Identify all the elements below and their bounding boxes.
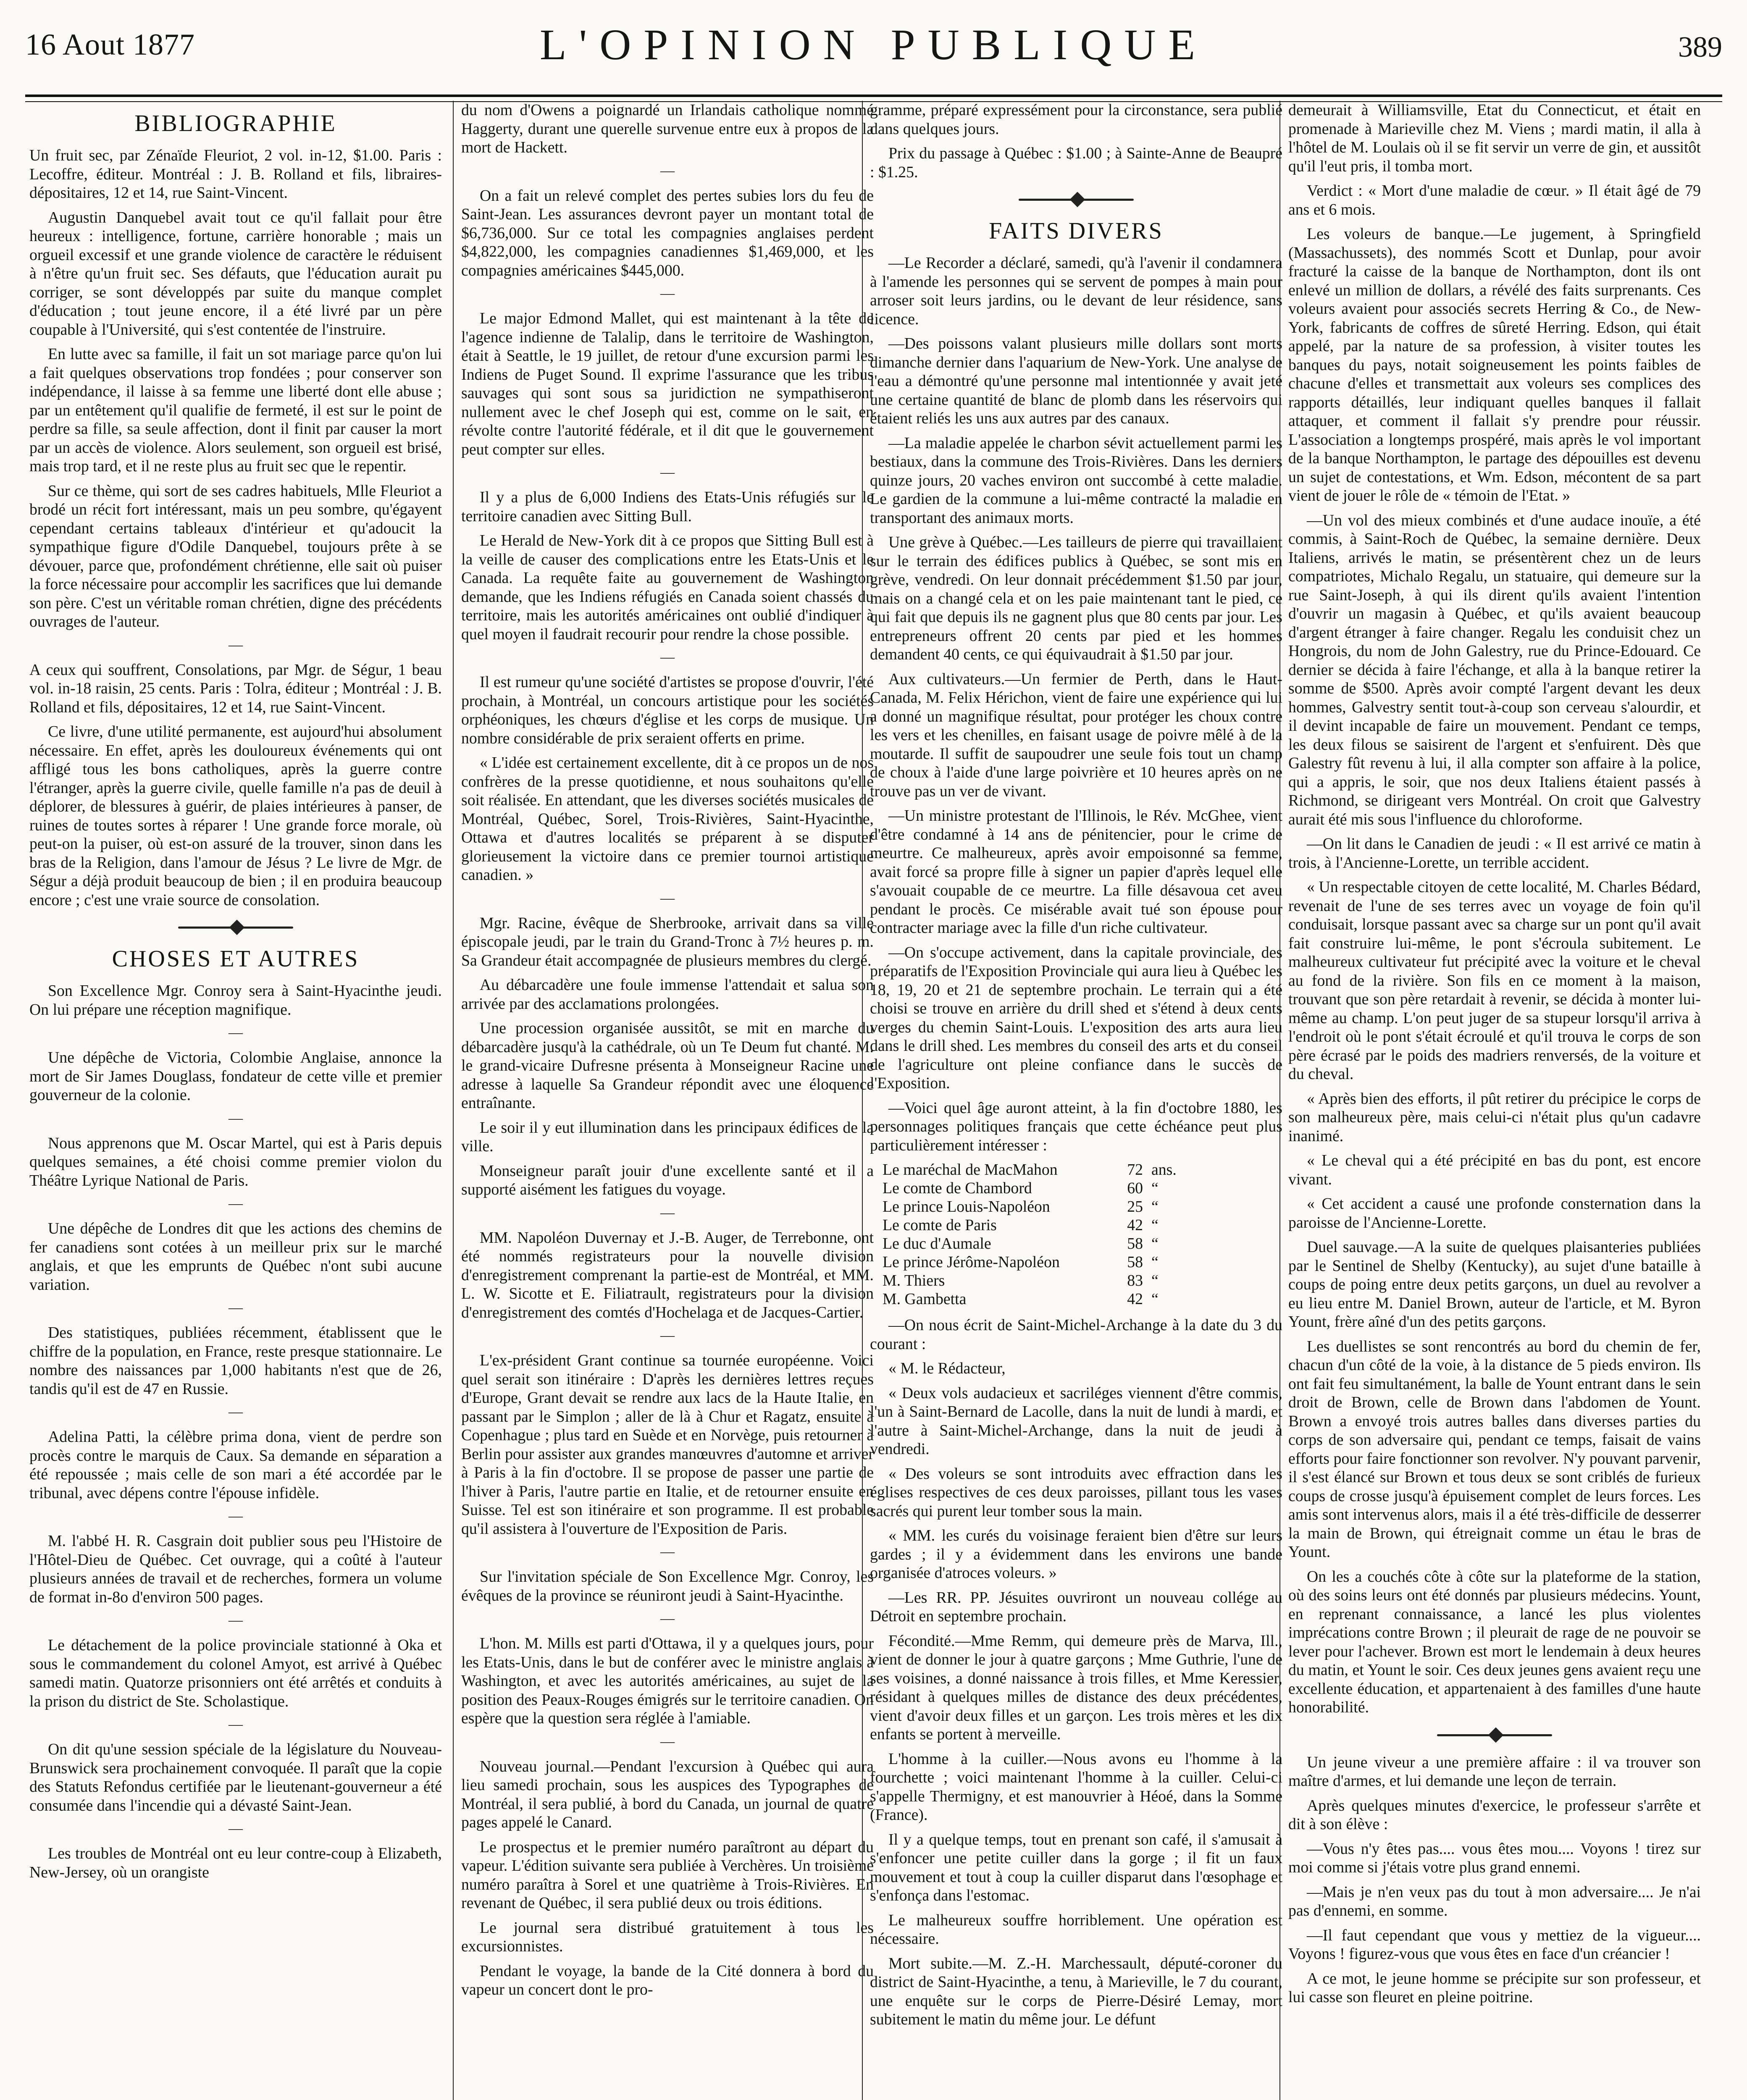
paragraph: Nouveau journal.—Pendant l'excursion à Québec qui aura lieu samedi prochain, sous les auspices des Typographes de Montréal, il sera publié, à bord du Canada, un journal de quatre pages appelé le Canard. <box>461 1757 874 1831</box>
paragraph: « Cet accident a causé une profonde consternation dans la paroisse de l'Ancienne-Lorette. <box>1288 1195 1701 1231</box>
paragraph: Duel sauvage.—A la suite de quelques plaisanteries publiées par le Sentinel de Shelby (Kentucky), au sujet d'une bataille à coups de poing entre deux petits garçons, un duel au revolver a eu lieu entre M. Daniel Brown, auteur de l'article, et M. Byron Yount, frère aîné d'un des petits garçons. <box>1288 1238 1701 1331</box>
masthead <box>25 10 1722 94</box>
ages-age: 60 <box>1127 1179 1143 1197</box>
paragraph: Verdict : « Mort d'une maladie de cœur. » Il était âgé de 79 ans et 6 mois. <box>1288 182 1701 218</box>
separator-dash: — <box>229 1821 243 1836</box>
ages-age: 58 <box>1127 1253 1143 1271</box>
paragraph: « Un respectable citoyen de cette localité, M. Charles Bédard, revenait de l'une de ses terres avec un voyage de foin qu'il conduisait, lorsque passant avec sa charge sur un pont qu'il avait fait construire lui-même, le pont s'écroula subitement. Le malheureux cultivateur fut précipité avec la voiture et le cheval au fond de la rivière. Son fils en ce moment à la maison, trouvant que son père retardait à revenir, se décida à monter lui-même au champ. L'on peut juger de sa stupeur lorsqu'il arriva à l'endroit où le pont s'était écroulé et qu'il trouva le corps de son père écrasé par le poids des madriers renversés, de la voiture et du cheval. <box>1288 878 1701 1083</box>
paragraph: Son Excellence Mgr. Conroy sera à Saint-Hyacinthe jeudi. On lui prépare une réception magnifique. <box>29 982 442 1018</box>
paragraph: —Mais je n'en veux pas du tout à mon adversaire.... Je n'ai pas d'ennemi, en somme. <box>1288 1883 1701 1919</box>
paragraph: Mgr. Racine, évêque de Sherbrooke, arrivait dans sa ville épiscopale jeudi, par le train du Grand-Tronc à 7½ heures p. m. Sa Grandeur était accompagnée de plusieurs membres du clergé. <box>461 914 874 969</box>
paragraph: Un fruit sec, par Zénaïde Fleuriot, 2 vol. in-12, $1.00. Paris : Lecoffre, éditeur. Montréal : J. B. Rolland et fils, libraires-dépositaires, 12 et 14, rue Saint-Vincent. <box>29 147 442 202</box>
separator-dash: — <box>229 1404 243 1420</box>
paragraph: —Il faut cependant que vous y mettiez de la vigueur.... Voyons ! figurez-vous que vous êtes en face d'un créancier ! <box>1288 1926 1701 1963</box>
paragraph: —Le Recorder a déclaré, samedi, qu'à l'avenir il condamnera à l'amende les personnes qui se servent de pompes à main pour arroser soit leurs jardins, ou le devant de leur résidence, sans licence. <box>870 254 1282 328</box>
ages-name: Le duc d'Aumale <box>883 1235 991 1252</box>
column-rule <box>453 101 454 2100</box>
column-2 <box>461 101 874 2100</box>
paragraph: Le prospectus et le premier numéro paraîtront au départ du vapeur. L'édition suivante sera publiée à Verchères. Un troisième numéro paraîtra à Sorel et une quatrième à Trois-Rivières. En revenant de Québec, il sera publié deux ou trois éditions. <box>461 1838 874 1912</box>
paragraph: L'ex-président Grant continue sa tournée européenne. Voici quel serait son itinéraire : D'après les dernières lettres reçues d'Europe, Grant devait se rendre aux lacs de la Haute Italie, en passant par le Simplon ; aller de là à Chur et Ragatz, ensuite à Copenhague ; plus tard en Suède et en Norvège, puis retourner à Berlin pour assister aux grandes manœuvres d'automne et arriver à Paris à la fin d'octobre. Il se propose de passer une partie de l'hiver à Paris, l'autre partie en Italie, et de retourner ensuite en Suisse. Tel est son itinéraire et son programme. Il est probable qu'il assistera à l'ouverture de l'Exposition de Paris. <box>461 1352 874 1538</box>
paragraph: « Après bien des efforts, il pût retirer du précipice le corps de son malheureux père, mais celui-ci n'était plus qu'un cadavre inanimé. <box>1288 1089 1701 1145</box>
separator-dash: — <box>660 1328 675 1343</box>
ornamental-separator <box>1288 1729 1701 1741</box>
ages-unit: “ <box>1151 1198 1159 1215</box>
separator-dash: — <box>660 1205 675 1221</box>
paragraph: gramme, préparé expressément pour la circonstance, sera publié dans quelques jours. <box>870 101 1282 138</box>
paragraph: Prix du passage à Québec : $1.00 ; à Sainte-Anne de Beaupré : $1.25. <box>870 144 1282 181</box>
separator-dash: — <box>229 1508 243 1524</box>
paragraph: Monseigneur paraît jouir d'une excellente santé et il a supporté aisément les fatigues du voyage. <box>461 1162 874 1198</box>
paragraph: —Vous n'y êtes pas.... vous êtes mou.... Voyons ! tirez sur moi comme si j'étais votre plus grand ennemi. <box>1288 1840 1701 1876</box>
page-number: 389 <box>1678 31 1722 63</box>
paragraph: Une procession organisée aussitôt, se mit en marche du débarcadère jusqu'à la cathédrale, où un Te Deum fut chanté. M. le grand-vicaire Dufresne présenta à Monseigneur Racine une adresse à laquelle Sa Grandeur répondit avec une éloquence entraînante. <box>461 1019 874 1112</box>
paragraph: Le journal sera distribué gratuitement à tous les excursionnistes. <box>461 1919 874 1955</box>
ages-name: M. Thiers <box>883 1272 945 1289</box>
paragraph: Le Herald de New-York dit à ce propos que Sitting Bull est à la veille de causer des complications entre les Etats-Unis et le Canada. La requête faite au gouvernement de Washington demande, que les Indiens réfugiés en Canada soient chassés du territoire, mais les autorités américaines ont oublié d'indiquer à quel moyen il faudrait recourir pour rendre la chose possible. <box>461 532 874 643</box>
paragraph: —Des poissons valant plusieurs mille dollars sont morts dimanche dernier dans l'aquarium de New-York. Une analyse de l'eau a démontré qu'une personne mal intentionnée y avait jeté une certaine quantité de blanc de plomb dans les réservoirs qui étaient reliés les uns aux autres par des canaux. <box>870 335 1282 427</box>
paragraph: Les troubles de Montréal ont eu leur contre-coup à Elizabeth, New-Jersey, où un orangiste <box>29 1845 442 1881</box>
ages-age: 42 <box>1127 1216 1143 1234</box>
paragraph: Un jeune viveur a une première affaire : il va trouver son maître d'armes, et lui demande une leçon de terrain. <box>1288 1753 1701 1790</box>
paragraph: A ce mot, le jeune homme se précipite sur son professeur, et lui casse son fleuret en pleine poitrine. <box>1288 1969 1701 2006</box>
paragraph: Des statistiques, publiées récemment, établissent que le chiffre de la population, en France, reste presque stationnaire. Le nombre des naissances par 1,000 habitants n'est que de 26, tandis qu'il est de 47 en Russie. <box>29 1324 442 1398</box>
ages-age: 72 <box>1127 1161 1143 1179</box>
paragraph: Il y a quelque temps, tout en prenant son café, il s'amusait à s'enfoncer une petite cuiller dans la gorge ; il fit un faux mouvement et tout à coup la cuiller disparut dans l'œsophage et s'enfonça dans l'estomac. <box>870 1830 1282 1904</box>
ages-table-row <box>883 1234 1193 1253</box>
paragraph: Fécondité.—Mme Remm, qui demeure près de Marva, Ill., vient de donner le jour à quatre garçons ; Mme Guthrie, l'une de ses voisines, a donné naissance à trois filles, et Mme Keressier, résidant à quelques milles de distance des deux précédentes, vient d'avoir deux filles et un garçon. Les trois mères et les dix enfants se portent à merveille. <box>870 1632 1282 1743</box>
ages-age: 83 <box>1127 1272 1143 1289</box>
separator-dash: — <box>229 1196 243 1211</box>
paragraph: Aux cultivateurs.—Un fermier de Perth, dans le Haut-Canada, M. Felix Hérichon, vient de faire une expérience qui lui a donné un magnifique résultat, pour protéger les choux contre les vers et les chenilles, en faisant usage de poivre mêlé à de la moutarde. Il suffit de saupoudrer une seule fois tout un champ de choux à l'aide d'une large poivrière et 10 heures après on ne trouve pas un ver de vivant. <box>870 670 1282 800</box>
paragraph: —La maladie appelée le charbon sévit actuellement parmi les bestiaux, dans la commune des Trois-Rivières. Dans les derniers quinze jours, 20 vaches environ ont succombé à cette maladie. Le gardien de la commune a lui-même contracté la maladie en transportant des animaux morts. <box>870 434 1282 527</box>
paragraph: —On nous écrit de Saint-Michel-Archange à la date du 3 du courant : <box>870 1316 1282 1353</box>
ages-unit: “ <box>1151 1253 1159 1271</box>
paragraph: « Deux vols audacieux et sacriléges viennent d'être commis, l'un à Saint-Bernard de Lacolle, dans la nuit de lundi à mardi, et l'autre à Saint-Michel-Archange, dans la nuit de jeudi à vendredi. <box>870 1384 1282 1458</box>
paragraph: MM. Napoléon Duvernay et J.-B. Auger, de Terrebonne, ont été nommés registrateurs pour la nouvelle division d'enregistrement comprenant la partie-est de Montréal, et MM. L. W. Sicotte et E. Filiatrault, registrateurs pour la division d'enregistrement des comtés d'Hochelaga et de Jacques-Cartier. <box>461 1228 874 1321</box>
paragraph: Sur l'invitation spéciale de Son Excellence Mgr. Conroy, les évêques de la province se réuniront jeudi à Saint-Hyacinthe. <box>461 1568 874 1604</box>
paragraph: Le major Edmond Mallet, qui est maintenant à la tête de l'agence indienne de Talalip, dans le territoire de Washington, était à Seattle, le 19 juillet, de retour d'une excursion parmi les Indiens de Puget Sound. Il exprime l'assurance que les tribus sauvages qui sont sous sa juridiction ne sympathiseront nullement avec le chef Joseph qui est, comme on le sait, en révolte contre l'autorité fédérale, et il dit que le gouvernement peut compter sur elles. <box>461 310 874 458</box>
ages-age: 58 <box>1127 1235 1143 1252</box>
ages-table-row <box>883 1271 1193 1290</box>
separator-dash: — <box>660 1544 675 1559</box>
separator-dash: — <box>229 1300 243 1315</box>
ornamental-separator <box>870 193 1282 206</box>
separator-dash: — <box>660 1733 675 1749</box>
separator-dash: — <box>229 637 243 653</box>
paragraph: —On lit dans le Canadien de jeudi : « Il est arrivé ce matin à trois, à l'Ancienne-Lorette, un terrible accident. <box>1288 835 1701 872</box>
paragraph: —Les RR. PP. Jésuites ouvriront un nouveau collége au Détroit en septembre prochain. <box>870 1588 1282 1625</box>
ages-name: Le comte de Paris <box>883 1216 997 1234</box>
paragraph: Sur ce thème, qui sort de ses cadres habituels, Mlle Fleuriot a brodé un récit fort intéressant, mais un peu sombre, qu'égayent cependant certains tableaux d'intérieur et qu'adoucit la sympathique figure d'Odile Danquebel, toujours prête à se dévouer, parce que, profondément chrétienne, elle sait où puiser la force nécessaire pour accomplir les sacrifices que lui demande son père. C'est un véritable roman chrétien, digne des précédents ouvrages de l'auteur. <box>29 482 442 630</box>
paragraph: On a fait un relevé complet des pertes subies lors du feu de Saint-Jean. Les assurances devront payer un montant total de $6,736,000. Sur ce total les compagnies anglaises perdent $4,822,000, les compagnies canadiennes $1,469,000, et les compagnies américaines $445,000. <box>461 186 874 279</box>
separator-dash: — <box>660 465 675 480</box>
paragraph: M. l'abbé H. R. Casgrain doit publier sous peu l'Histoire de l'Hôtel-Dieu de Québec. Cet ouvrage, qui a coûté à l'auteur plusieurs années de travail et de recherches, formera un volume de format in-8o d'environ 500 pages. <box>29 1532 442 1606</box>
ages-unit: “ <box>1151 1235 1159 1252</box>
section-heading-bibliographie: BIBLIOGRAPHIE <box>134 110 337 136</box>
newspaper-title: L'OPINION PUBLIQUE <box>539 21 1208 69</box>
paragraph: A ceux qui souffrent, Consolations, par Mgr. de Ségur, 1 beau vol. in-18 raisin, 25 cents. Paris : Tolra, éditeur ; Montréal : J. B. Rolland et fils, dépositaires, 12 et 14, rue Saint-Vincent. <box>29 661 442 716</box>
paragraph: Adelina Patti, la célèbre prima dona, vient de perdre son procès contre le marquis de Caux. Sa demande en séparation a été repoussée ; mais celle de son mari a été accordée par le tribunal, avec dépens contre l'épouse infidèle. <box>29 1428 442 1502</box>
paragraph: « L'idée est certainement excellente, dit à ce propos un de nos confrères de la presse quotidienne, et nous souhaitons qu'elle soit réalisée. En attendant, que les diverses sociétés musicales de Montréal, Québec, Sorel, Trois-Rivières, Saint-Hyacinthe, Ottawa et d'autres localités se préparent à se disputer glorieusement la victoire dans ce premier tournoi artistique canadien. » <box>461 754 874 884</box>
ages-name: Le prince Louis-Napoléon <box>883 1198 1050 1215</box>
paragraph: Une grève à Québec.—Les tailleurs de pierre qui travaillaient sur le terrain des édifices publics à Québec, se sont mis en grève, vendredi. On leur donnait précédemment $1.50 par jour, mais on a changé cela et on les paie maintenant tant le pied, ce qui fait que depuis ils ne gagnent plus que 80 cents par jour. Les entrepreneurs offrent 20 cents par pied et les hommes demandent 40 cents, ce qui équivaudrait à $1.50 par jour. <box>870 533 1282 663</box>
separator-dash: — <box>660 286 675 301</box>
paragraph: Augustin Danquebel avait tout ce qu'il fallait pour être heureux : intelligence, fortune, carrière honorable ; mais un orgueil excessif et une grande violence de caractère le réduisent à n'être qu'un fruit sec. Ses défauts, que l'éducation aurait pu corriger, se sont développés par suite du manque complet d'éducation ; tout jeune encore, il a été livré par un père coupable à l'Université, qui s'est contentée de l'instruire. <box>29 208 442 339</box>
paragraph: Le soir il y eut illumination dans les principaux édifices de la ville. <box>461 1118 874 1155</box>
paragraph: On dit qu'une session spéciale de la législature du Nouveau-Brunswick sera prochainement convoquée. Il paraît que la copie des Statuts Refondus certifiée par le lieutenant-gouverneur a été consumée dans l'incendie qui a dévasté Saint-Jean. <box>29 1740 442 1814</box>
paragraph: « M. le Rédacteur, <box>888 1360 1006 1377</box>
ages-age: 25 <box>1127 1198 1143 1215</box>
paragraph: L'homme à la cuiller.—Nous avons eu l'homme à la fourchette ; voici maintenant l'homme à la cuiller. Celui-ci s'appelle Thermigny, et est manouvrier à Héoé, dans la Somme (France). <box>870 1750 1282 1824</box>
ages-unit: ans. <box>1151 1161 1177 1179</box>
separator-dash: — <box>229 1717 243 1732</box>
paragraph: Il y a plus de 6,000 Indiens des Etats-Unis réfugiés sur le territoire canadien avec Sitting Bull. <box>461 488 874 525</box>
ages-table-row <box>883 1290 1193 1308</box>
ages-unit: “ <box>1151 1290 1159 1308</box>
paragraph: Le malheureux souffre horriblement. Une opération est nécessaire. <box>870 1911 1282 1948</box>
paragraph: —Un ministre protestant de l'Illinois, le Rév. McGhee, vient d'être condamné à 14 ans de pénitencier, pour le crime de meurtre. Ce malheureux, après avoir empoisonné sa femme, avait forcé sa propre fille à signer un papier d'après lequel elle s'avouait coupable de ce meurtre. La fille désavoua cet aveu pendant le procès. Ce misérable avait tué son épouse pour contracter mariage avec la fille d'un riche cultivateur. <box>870 807 1282 937</box>
separator-dash: — <box>229 1612 243 1628</box>
header-rule-thick <box>25 94 1722 97</box>
paragraph: Après quelques minutes d'exercice, le professeur s'arrête et dit à son élève : <box>1288 1796 1701 1833</box>
issue-date: 16 Aout 1877 <box>25 28 195 61</box>
ornamental-separator <box>29 921 442 934</box>
paragraph: —Voici quel âge auront atteint, à la fin d'octobre 1880, les personnages politiques français que cette échéance peut plus particulièrement intéresser : <box>870 1099 1282 1154</box>
separator-dash: — <box>660 890 675 906</box>
ages-name: Le prince Jérôme-Napoléon <box>883 1253 1060 1271</box>
separator-dash: — <box>229 1025 243 1040</box>
paragraph: « MM. les curés du voisinage feraient bien d'être sur leurs gardes ; il y a évidemment dans les environs une bande organisée d'atroces voleurs. » <box>870 1527 1282 1582</box>
paragraph: Les voleurs de banque.—Le jugement, à Springfield (Massachussets), des nommés Scott et Dunlap, pour avoir fracturé la caisse de la banque de Northampton, dont ils ont enlevé un million de dollars, a révélé des faits surprenants. Ces voleurs avaient pour associés secrets Herring & Co., de New-York, fabricants de coffres de sûreté Herring. Edson, qui était appelé, par la nature de sa profession, à visiter toutes les banques du pays, notait soigneusement les points faibles de chacune d'elles et transmettait aux voleurs ses complices des rapports détaillés, leur indiquant quelles banques il fallait attaquer, et comment il fallait s'y prendre pour réussir. L'association a longtemps prospéré, mais après le vol important de la banque Northampton, le partage des dépouilles est devenu un sujet de contestations, et Wm. Edson, mécontent de sa part vient de jouer le rôle de « témoin de l'Etat. » <box>1288 225 1701 504</box>
section-heading-faits-divers: FAITS DIVERS <box>989 218 1164 244</box>
paragraph: Les duellistes se sont rencontrés au bord du chemin de fer, chacun d'un côté de la voie, à la distance de 5 pieds environ. Ils ont fait feu simultanément, la balle de Yount entrant dans le sein droit de Brown, celle de Brown dans l'abdomen de Yount. Brown a envoyé trois autres balles dans diverses parties du corps de son adversaire qui, pendant ce temps, faisait de vains efforts pour faire fonctionner son revolver. N'y pouvant parvenir, il s'est élancé sur Brown et tous deux se sont criblés de furieux coups de crosse jusqu'à épuisement complet de leurs forces. Les amis sont intervenus alors, mais il a été très-difficile de desserrer la main de Brown, qui étreignait comme un étau le bras de Yount. <box>1288 1337 1701 1561</box>
paragraph: demeurait à Williamsville, Etat du Connecticut, et était en promenade à Marieville chez M. Viens ; mardi matin, il alla à l'hôtel de M. Loulais où il se fit servir un verre de gin, et aussitôt qu'il l'eut pris, il tomba mort. <box>1288 101 1701 175</box>
paragraph: Mort subite.—M. Z.-H. Marchessault, député-coroner du district de Saint-Hyacinthe, a tenu, à Marieville, le 7 du courant, une enquête sur le corps de Pierre-Désiré Lemay, mort subitement le matin du même jour. Le défunt <box>870 1954 1282 2028</box>
separator-dash: — <box>660 649 675 665</box>
ages-unit: “ <box>1151 1216 1159 1234</box>
ages-name: Le maréchal de MacMahon <box>883 1161 1058 1179</box>
ages-unit: “ <box>1151 1179 1159 1197</box>
ages-name: M. Gambetta <box>883 1290 967 1308</box>
paragraph: Il est rumeur qu'une société d'artistes se propose d'ouvrir, l'été prochain, à Montréal, un concours artistique pour les sociétés orphéoniques, les chœurs d'église et les corps de musique. Un nombre considérable de prix seraient offerts en prime. <box>461 673 874 747</box>
paragraph: L'hon. M. Mills est parti d'Ottawa, il y a quelques jours, pour les Etats-Unis, dans le but de conférer avec le ministre anglais à Washington, et avec les autorités américaines, au sujet de la position des Peaux-Rouges émigrés sur le territoire canadien. On espère que la question sera réglée à l'amiable. <box>461 1635 874 1727</box>
ages-table-row <box>883 1253 1193 1271</box>
section-heading-choses-et-autres: CHOSES ET AUTRES <box>112 946 360 972</box>
separator-dash: — <box>229 1110 243 1126</box>
column-3 <box>870 101 1282 2100</box>
ages-table-row <box>883 1216 1193 1234</box>
ages-name: Le comte de Chambord <box>883 1179 1032 1197</box>
separator-dash: — <box>660 1611 675 1626</box>
paragraph: Une dépêche de Victoria, Colombie Anglaise, annonce la mort de Sir James Douglass, fondateur de cette ville et premier gouverneur de la colonie. <box>29 1049 442 1104</box>
ages-table <box>883 1160 1193 1308</box>
column-1 <box>29 101 442 2100</box>
ages-unit: “ <box>1151 1272 1159 1289</box>
paragraph: Ce livre, d'une utilité permanente, est aujourd'hui absolument nécessaire. En effet, après les douloureux événements qui ont affligé tous les bons catholiques, après la guerre contre l'étranger, après la guerre civile, quelle famille n'a pas de deuil à déplorer, de blessures à guérir, de plaies intérieures à panser, de ruines de toutes sortes à réparer ! Une grande force morale, où peut-on la puiser, où est-on assuré de la trouver, sinon dans les bras de la Religion, dans l'amour de Jésus ? Le livre de Mgr. de Ségur a déjà produit beaucoup de bien ; il en produira beaucoup encore ; c'est une vraie source de consolation. <box>29 723 442 909</box>
ages-age: 42 <box>1127 1290 1143 1308</box>
paragraph: Au débarcadère une foule immense l'attendait et salua son arrivée par des acclamations prolongées. <box>461 976 874 1013</box>
paragraph: On les a couchés côte à côte sur la plateforme de la station, où des soins leurs ont été donnés par plusieurs médecins. Yount, en reprenant connaissance, a lancé les plus violentes imprécations contre Brown ; il pleurait de rage de ne pouvoir se lever pour l'achever. Brown est mort le lendemain à deux heures du matin, et Yount le soir. Ces deux jeunes gens avaient reçu une excellente éducation, et appartenaient à des familles d'une haute honorabilité. <box>1288 1567 1701 1716</box>
ages-table-row <box>883 1197 1193 1216</box>
paragraph: En lutte avec sa famille, il fait un sot mariage parce qu'on lui a fait quelques observations trop fondées ; pour conserver son indépendance, il laisse à sa femme une liberté dont elle abuse ; par un entêtement qu'il qualifie de fermeté, il est sur le point de perdre sa fille, sa seule affection, dont il finit par causer la mort par un accès de violence. Alors seulement, son orgueil est brisé, mais trop tard, et il ne reste plus au fruit sec que le repentir. <box>29 345 442 475</box>
paragraph: Le détachement de la police provinciale stationné à Oka et sous le commandement du colonel Amyot, est arrivé à Québec samedi matin. Quatorze prisonniers ont été arrêtés et conduits à la prison du district de Ste. Scholastique. <box>29 1636 442 1710</box>
paragraph: « Le cheval qui a été précipité en bas du pont, est encore vivant. <box>1288 1152 1701 1188</box>
paragraph: —Un vol des mieux combinés et d'une audace inouïe, a été commis, à Saint-Roch de Québec, la semaine dernière. Deux Italiens, arrivés le matin, se présentèrent chez un de leurs compatriotes, Michalo Regalu, un statuaire, qui demeure sur la rue Saint-Joseph, à qui ils dirent qu'ils avaient l'intention d'ouvrir un magasin à Québec, et qu'ils avaient beaucoup d'argent étranger à faire changer. Regalu les conduisit chez un Hongrois, du nom de John Galestry, rue du Prince-Edouard. Ce dernier se décida à faire l'échange, et alla à la banque retirer la somme de $500. Après avoir compté l'argent devant les deux hommes, Galvestry sentit tout-à-coup son cerveau s'alourdir, et il devint incapable de faire un mouvement. Pendant ce temps, les deux filous se saisirent de l'argent et s'enfuirent. Dès que Galestry fût revenu à lui, il alla compter son affaire à la police, qui a appris, le soir, que nos deux Italiens étaient passés à Richmond, se dirigeant vers Montréal. On croit que Galvestry aurait été mis sous l'influence du chloroforme. <box>1288 511 1701 828</box>
paragraph: « Des voleurs se sont introduits avec effraction dans les églises respectives de ces deux paroisses, pillant tous les vases sacrés qui purent leur tomber sous la main. <box>870 1465 1282 1520</box>
paragraph: —On s'occupe activement, dans la capitale provinciale, des préparatifs de l'Exposition Provinciale qui aura lieu à Québec les 18, 19, 20 et 21 de septembre prochain. Le terrain qui a été choisi se trouve en arrière du drill shed et s'étend à deux cents verges du chemin Saint-Louis. L'exposition des arts aura lieu dans le drill shed. Les membres du conseil des arts et du conseil de l'agriculture ont pleine confiance dans le succès de l'Exposition. <box>870 943 1282 1092</box>
paragraph: Pendant le voyage, la bande de la Cité donnera à bord du vapeur un concert dont le pro- <box>461 1962 874 1998</box>
paragraph: du nom d'Owens a poignardé un Irlandais catholique nommé Haggerty, durant une querelle survenue entre eux à propos de la mort de Hackett. <box>461 101 874 156</box>
paragraph: Nous apprenons que M. Oscar Martel, qui est à Paris depuis quelques semaines, a été choisi comme premier violon du Théâtre Lyrique National de Paris. <box>29 1134 442 1189</box>
paragraph: Une dépêche de Londres dit que les actions des chemins de fer canadiens sont cotées à un meilleur prix sur le marché anglais, et que les emprunts de Québec n'ont subi aucune variation. <box>29 1220 442 1294</box>
ages-table-row <box>883 1179 1193 1197</box>
column-4 <box>1288 101 1701 2100</box>
ages-table-row <box>883 1160 1193 1179</box>
separator-dash: — <box>660 163 675 178</box>
